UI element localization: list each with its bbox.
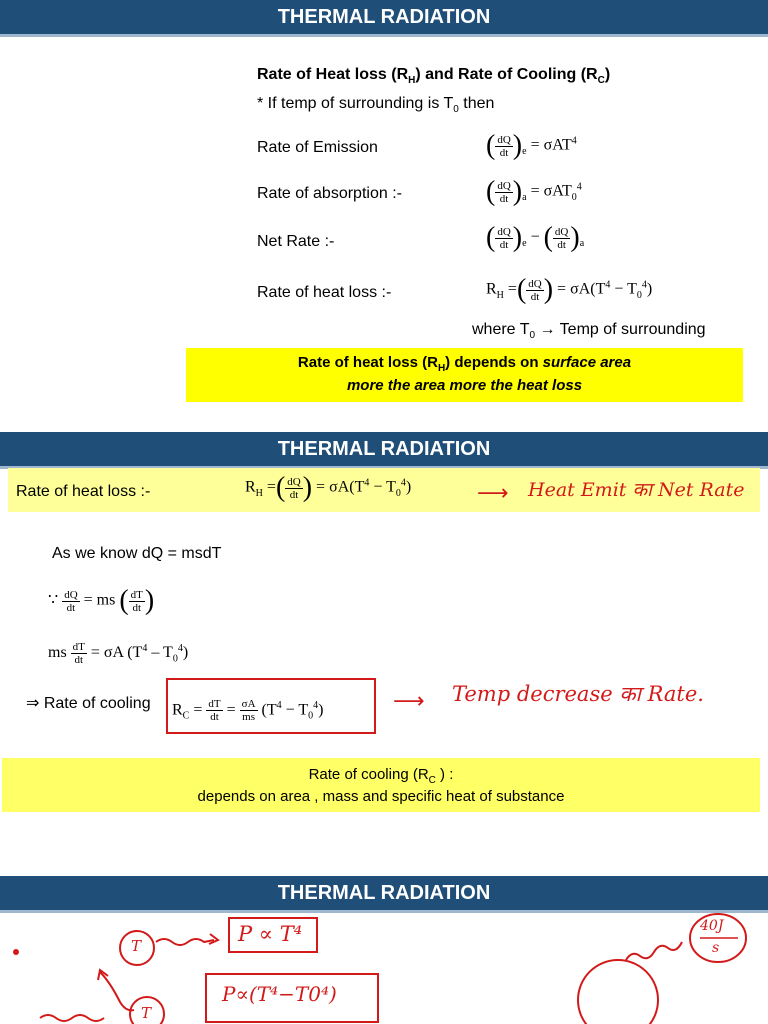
- label-heat-loss-2: Rate of heat loss :-: [16, 483, 151, 500]
- arrow-right-icon: ⟶: [477, 480, 509, 505]
- label-rate-absorption: Rate of absorption :-: [257, 185, 402, 202]
- page-title-2: THERMAL RADIATION: [0, 432, 768, 469]
- label-rate-heat-loss: Rate of heat loss :-: [257, 284, 392, 301]
- handwritten-note-2: Temp decrease का Rate.: [452, 682, 704, 706]
- label-net-rate: Net Rate :-: [257, 233, 335, 250]
- formula-heat-loss: $R_H$ =( $\frac{dQ}{dt}$ ) = $\sigma A(T^4 - T_0^4)$: [486, 274, 653, 305]
- wavy-arrow-3: [626, 942, 682, 960]
- arrow-right-icon-2: ⟶: [393, 688, 425, 713]
- handwritten-sketch: [0, 912, 768, 1024]
- section1-intro: * If temp of surrounding is $T_0$ then: [257, 95, 495, 116]
- highlight-line-2: more the area more the heat loss: [346, 377, 583, 394]
- curved-arrow: [100, 972, 134, 1010]
- page-title-1: THERMAL RADIATION: [0, 0, 768, 37]
- rate-of-cooling-formula-box: $R_C$ = $\frac{dT}{dt}$ = $\frac{\sigma A}{ms}$ $(T^4 - T_0^4)$: [166, 678, 376, 734]
- hand-t2: T: [141, 1004, 152, 1022]
- bullet-dot: [13, 949, 19, 955]
- formula-heat-loss-2: $R_H$ =( $\frac{dQ}{dt}$ ) = $\sigma A(T^4 - T_0^4)$: [245, 472, 412, 503]
- as-we-know: As we know dQ = msdT: [52, 545, 222, 562]
- hand-40j: 40J: [700, 918, 724, 934]
- hand-per-s: s: [712, 940, 720, 956]
- where-note: where $T_0$ → Temp of surrounding: [472, 321, 706, 342]
- highlight-line-1: Rate of heat loss $(R_H)$ depends on surface area: [297, 354, 632, 374]
- hand-p-prop-t4: P ∝ T⁴: [238, 922, 303, 946]
- wavy-arrow-2: [40, 1015, 104, 1021]
- formula-dq-dt: ∵ $\frac{dQ}{dt}$ = ms ( $\frac{dT}{dt}$ ): [48, 585, 155, 616]
- page-title-3: THERMAL RADIATION: [0, 876, 768, 913]
- hand-p-prop-diff: P∝(T⁴−T0⁴): [222, 982, 337, 1006]
- handwritten-note-1: Heat Emit का Net Rate: [528, 479, 745, 501]
- label-rate-emission: Rate of Emission: [257, 139, 378, 156]
- formula-ms-dtdt: ms $\frac{dT}{dt}$ = σA $(T^4 - T_0^4)$: [48, 641, 189, 666]
- hand-t1: T: [131, 937, 142, 955]
- highlight-box-heat-loss: [186, 348, 743, 402]
- formula-emission: ( $\frac{dQ}{dt}$ )$_e = \sigma AT^4$: [486, 130, 577, 161]
- wavy-arrow-1: [156, 939, 214, 945]
- cooling-info-line-2: depends on area , mass and specific heat of substance: [197, 788, 565, 805]
- formula-net-rate: ( $\frac{dQ}{dt}$ )$_e$ − ( $\frac{dQ}{dt}$ )$_a$: [486, 222, 585, 253]
- formula-absorption: ( $\frac{dQ}{dt}$ )$_a = \sigma AT_0^4$: [486, 176, 582, 207]
- cooling-info-box: [2, 758, 760, 812]
- section1-heading: Rate of Heat loss $(R_H)$ and Rate of Cooling $(R_C)$: [257, 66, 611, 87]
- rate-of-cooling-label: ⇒ Rate of cooling: [26, 695, 151, 712]
- cooling-info-line-1: Rate of cooling ($R_C$ ) :: [308, 766, 454, 786]
- sketch-circle-body: [578, 960, 658, 1024]
